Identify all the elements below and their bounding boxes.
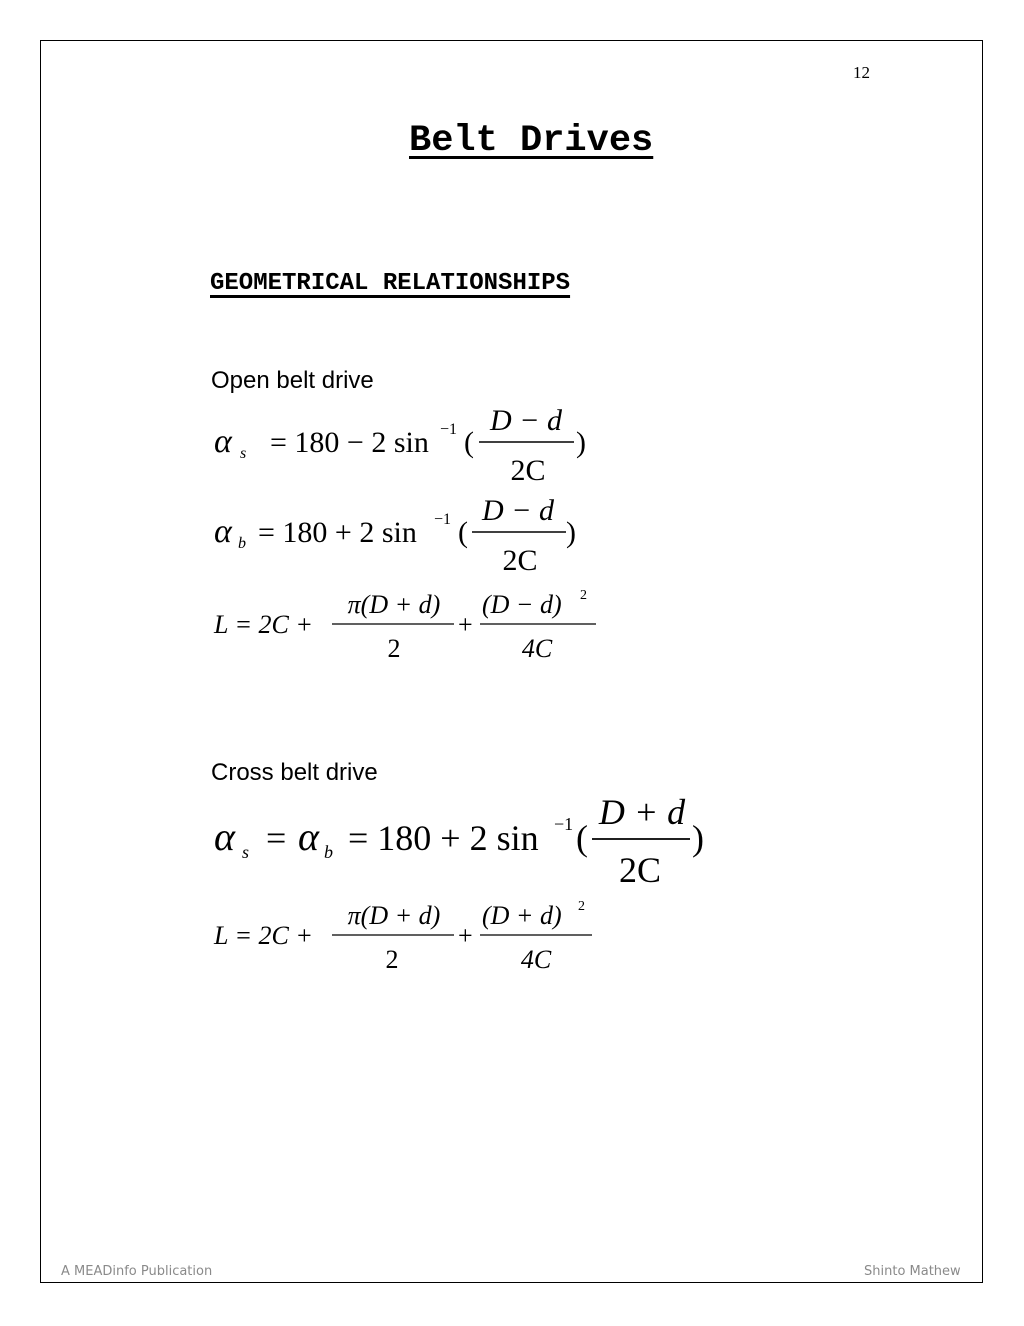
fraction-numerator: (D + d)	[482, 901, 562, 930]
page-number: 12	[853, 63, 870, 82]
exponent: 2	[578, 899, 585, 914]
fraction-denominator: 4C	[520, 945, 552, 974]
close-paren: )	[566, 516, 576, 549]
footer-author: Shinto Mathew	[864, 1264, 961, 1279]
fraction-denominator: 2C	[510, 454, 546, 487]
page-title: Belt Drives	[409, 120, 654, 162]
length-lhs: L = 2C +	[214, 921, 313, 950]
alpha-subscript: b	[238, 535, 246, 552]
fraction-numerator: D + d	[598, 792, 686, 832]
fraction-numerator: π(D + d)	[347, 901, 441, 930]
fraction-denominator: 4C	[521, 634, 553, 663]
plus-sign: +	[458, 921, 473, 950]
open-belt-alpha-b-equation	[210, 492, 600, 580]
inverse-superscript: −1	[440, 421, 458, 438]
alpha-subscript: s	[242, 842, 250, 862]
open-paren: (	[458, 516, 468, 549]
fraction-numerator: D − d	[490, 404, 562, 437]
equation-rhs: = 180 − 2 sin	[270, 426, 429, 459]
alpha-symbol: α	[214, 423, 232, 460]
fraction-numerator: (D − d)	[482, 590, 562, 619]
alpha-symbol: α	[214, 513, 232, 550]
plus-sign: +	[458, 610, 473, 639]
fraction-denominator: 2C	[502, 544, 538, 577]
open-belt-drive-label: Open belt drive	[211, 367, 374, 394]
alpha-subscript: s	[240, 445, 247, 462]
exponent: 2	[580, 588, 587, 603]
equals-sign: =	[266, 818, 287, 858]
open-belt-alpha-s-equation	[210, 400, 600, 490]
fraction-numerator: π(D + d)	[347, 590, 441, 619]
length-lhs: L = 2C +	[214, 610, 313, 639]
inverse-superscript: −1	[434, 511, 452, 528]
close-paren: )	[692, 818, 704, 858]
inverse-superscript: −1	[554, 814, 574, 834]
fraction-numerator: D − d	[482, 494, 554, 527]
open-paren: (	[464, 426, 474, 459]
alpha-symbol: α	[298, 814, 319, 859]
footer-publisher: A MEADinfo Publication	[61, 1264, 213, 1279]
equation-rhs: = 180 + 2 sin	[348, 818, 539, 858]
open-belt-length-equation	[210, 585, 610, 665]
close-paren: )	[576, 426, 586, 459]
alpha-symbol: α	[214, 814, 235, 859]
open-paren: (	[576, 818, 588, 858]
cross-belt-drive-label: Cross belt drive	[211, 759, 378, 786]
alpha-subscript: b	[324, 842, 333, 862]
fraction-denominator: 2	[385, 945, 399, 974]
cross-belt-length-equation	[210, 896, 610, 976]
equation-rhs: = 180 + 2 sin	[258, 516, 417, 549]
fraction-denominator: 2C	[618, 850, 662, 890]
section-heading: GEOMETRICAL RELATIONSHIPS	[210, 270, 571, 297]
cross-belt-alpha-equation	[210, 790, 710, 890]
fraction-denominator: 2	[387, 634, 401, 663]
